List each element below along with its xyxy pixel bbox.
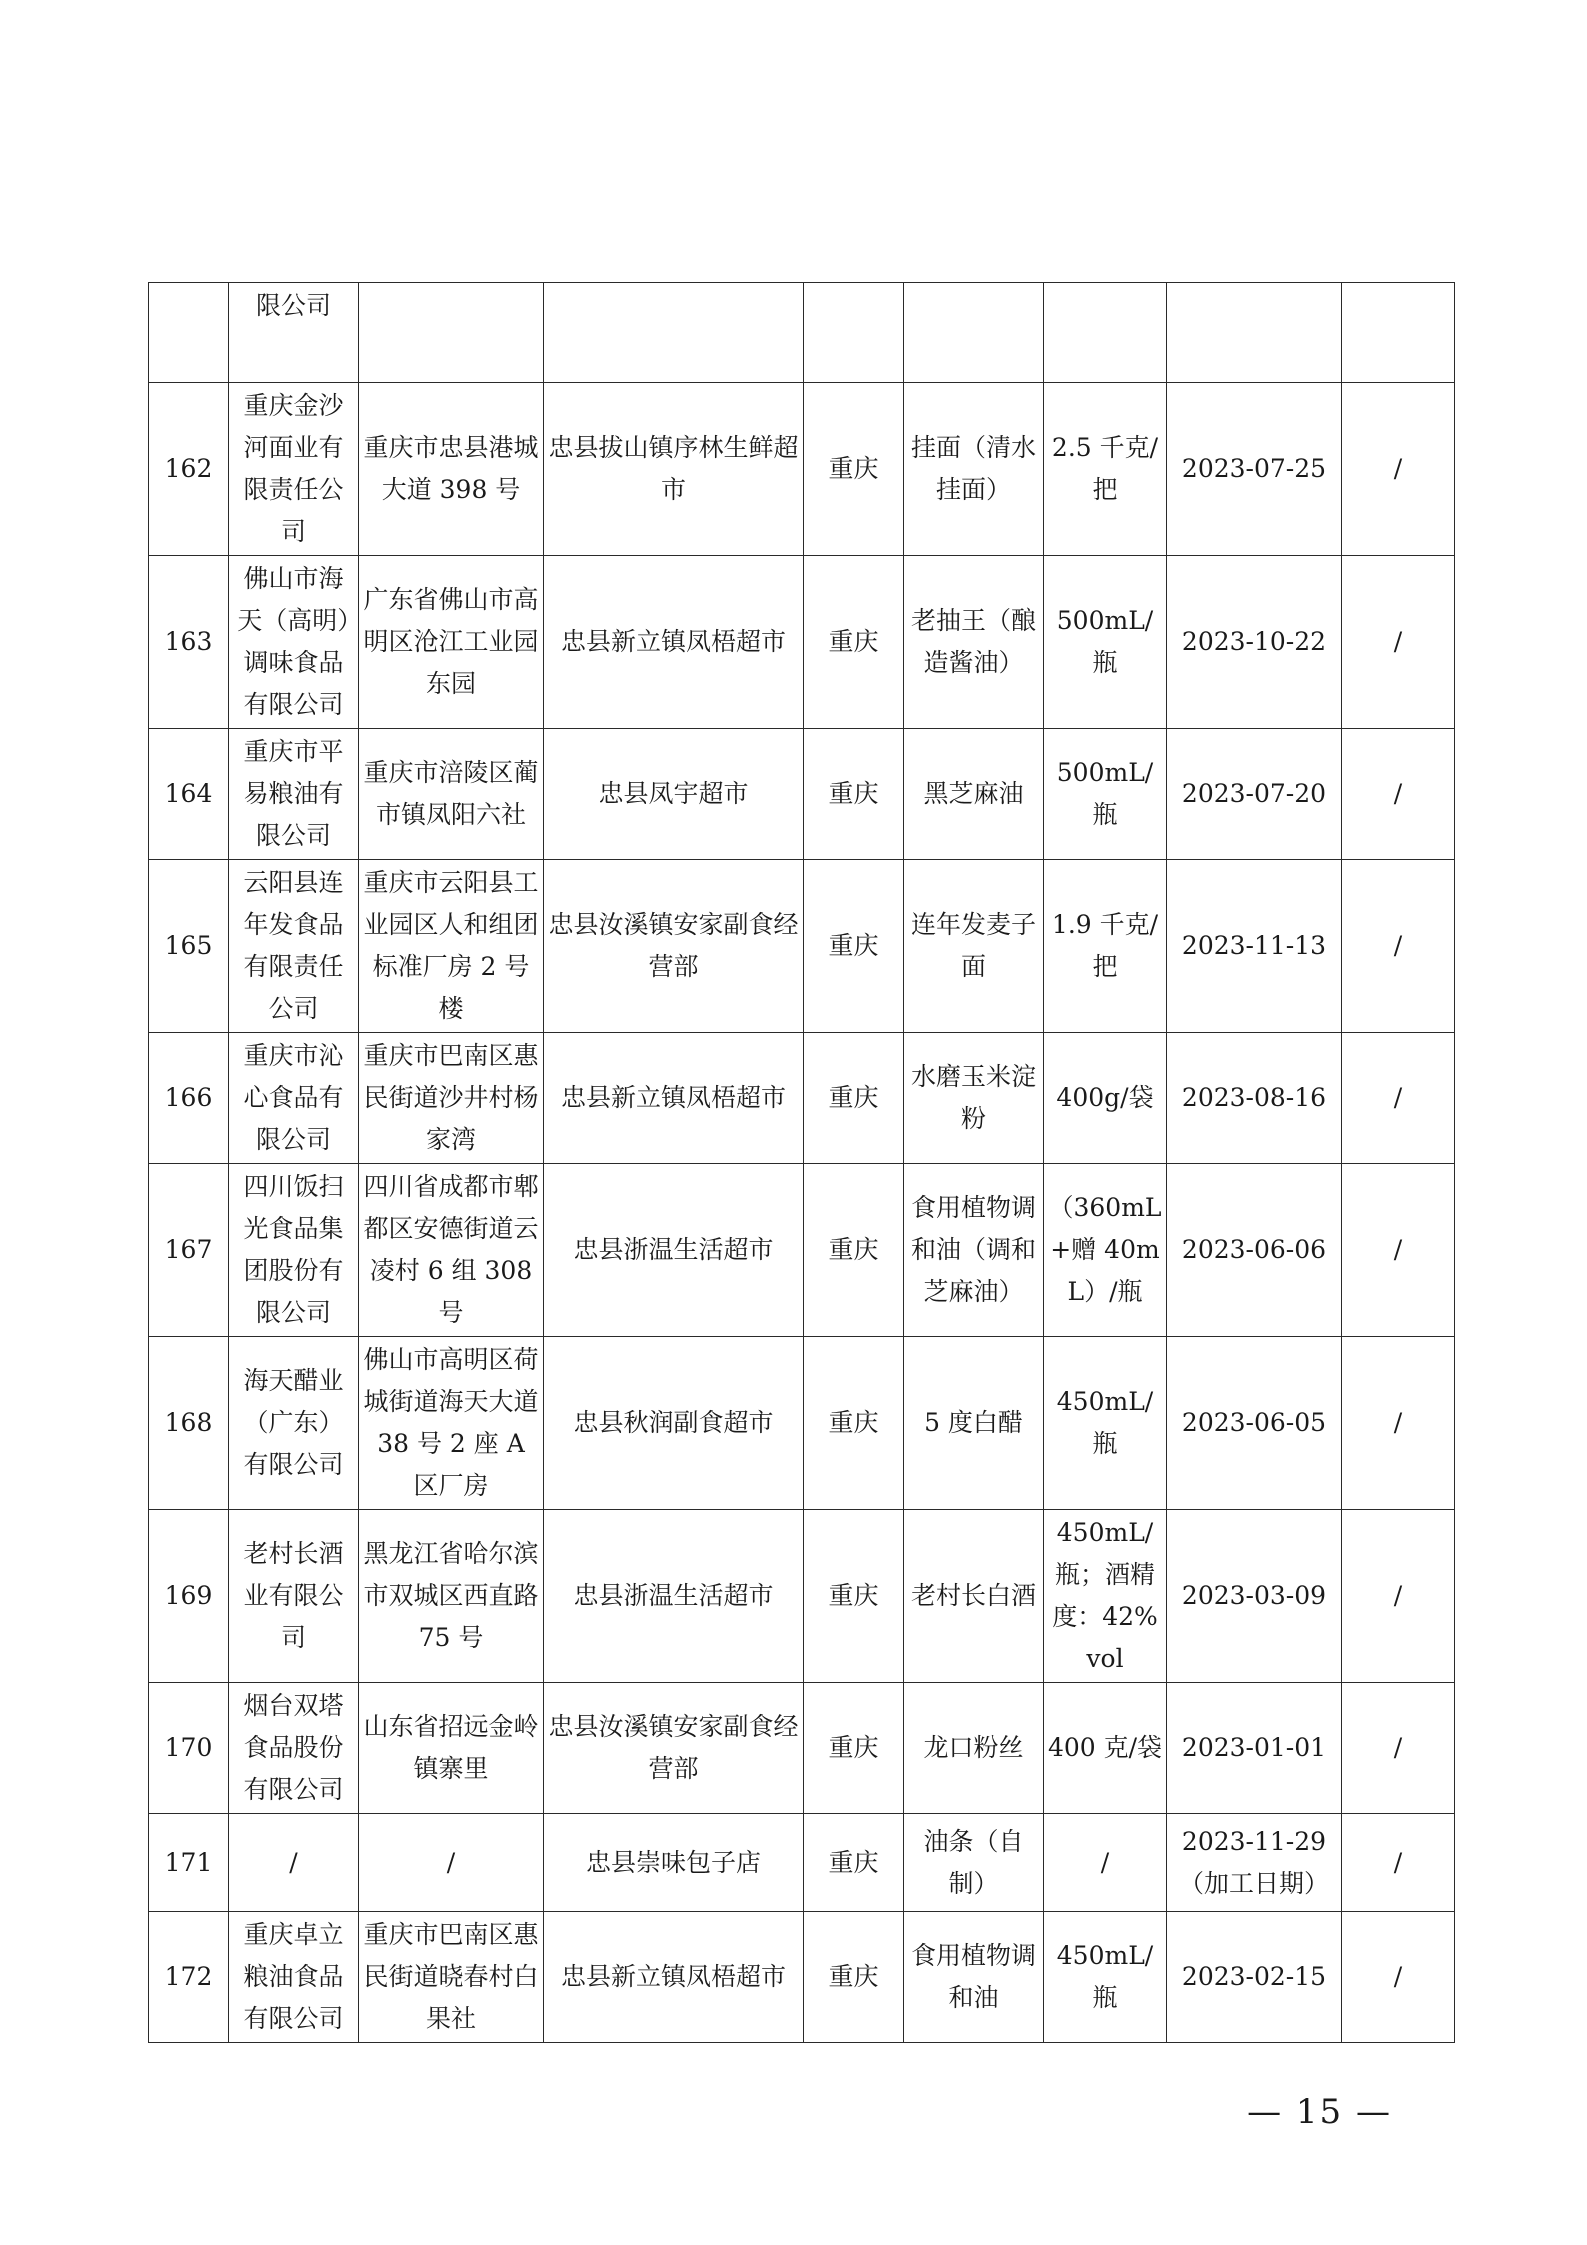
cell-date: 2023-01-01 bbox=[1167, 1683, 1342, 1814]
cell-seller: 忠县汝溪镇安家副食经营部 bbox=[544, 860, 804, 1033]
cell-region: 重庆 bbox=[804, 729, 904, 860]
table-row bbox=[149, 283, 1455, 383]
cell-seller: 忠县浙温生活超市 bbox=[544, 1164, 804, 1337]
cell-producer: 重庆市平易粮油有限公司 bbox=[229, 729, 359, 860]
cell-spec: 500mL/瓶 bbox=[1044, 729, 1167, 860]
table-row bbox=[149, 1912, 1455, 2043]
cell-remark: / bbox=[1342, 1683, 1455, 1814]
cell-no: 169 bbox=[149, 1510, 229, 1683]
cell-producer: 烟台双塔食品股份有限公司 bbox=[229, 1683, 359, 1814]
cell-remark: / bbox=[1342, 556, 1455, 729]
cell-spec: 1.9 千克/把 bbox=[1044, 860, 1167, 1033]
cell-address: 黑龙江省哈尔滨市双城区西直路 75 号 bbox=[359, 1510, 544, 1683]
cell-region: 重庆 bbox=[804, 1683, 904, 1814]
cell-seller: 忠县新立镇凤梧超市 bbox=[544, 556, 804, 729]
cell-date: 2023-07-25 bbox=[1167, 383, 1342, 556]
cell-no: 165 bbox=[149, 860, 229, 1033]
cell-address: 佛山市高明区荷城街道海天大道 38 号 2 座 A 区厂房 bbox=[359, 1337, 544, 1510]
cell-product: 老村长白酒 bbox=[904, 1510, 1044, 1683]
cell-address: 重庆市忠县港城大道 398 号 bbox=[359, 383, 544, 556]
cell-product: 食用植物调和油（调和芝麻油） bbox=[904, 1164, 1044, 1337]
cell-no: 171 bbox=[149, 1814, 229, 1912]
cell-spec: （360mL+赠 40mL）/瓶 bbox=[1044, 1164, 1167, 1337]
cell-date: 2023-11-13 bbox=[1167, 860, 1342, 1033]
cell-seller: 忠县拔山镇序林生鲜超市 bbox=[544, 383, 804, 556]
cell-remark bbox=[1342, 283, 1455, 383]
cell-spec: 450mL/瓶；酒精度：42%vol bbox=[1044, 1510, 1167, 1683]
cell-remark: / bbox=[1342, 729, 1455, 860]
cell-no: 170 bbox=[149, 1683, 229, 1814]
cell-remark: / bbox=[1342, 1814, 1455, 1912]
table-row bbox=[149, 1164, 1455, 1337]
cell-producer: 老村长酒业有限公司 bbox=[229, 1510, 359, 1683]
cell-producer: / bbox=[229, 1814, 359, 1912]
cell-address bbox=[359, 283, 544, 383]
cell-date: 2023-03-09 bbox=[1167, 1510, 1342, 1683]
cell-address: 四川省成都市郫都区安德街道云凌村 6 组 308 号 bbox=[359, 1164, 544, 1337]
cell-address: / bbox=[359, 1814, 544, 1912]
cell-product: 黑芝麻油 bbox=[904, 729, 1044, 860]
cell-region: 重庆 bbox=[804, 1164, 904, 1337]
cell-producer: 四川饭扫光食品集团股份有限公司 bbox=[229, 1164, 359, 1337]
cell-producer: 限公司 bbox=[229, 283, 359, 383]
cell-product: 水磨玉米淀粉 bbox=[904, 1033, 1044, 1164]
cell-no bbox=[149, 283, 229, 383]
cell-no: 167 bbox=[149, 1164, 229, 1337]
cell-no: 162 bbox=[149, 383, 229, 556]
cell-region: 重庆 bbox=[804, 383, 904, 556]
cell-address: 广东省佛山市高明区沧江工业园东园 bbox=[359, 556, 544, 729]
cell-product: 食用植物调和油 bbox=[904, 1912, 1044, 2043]
cell-spec: 400 克/袋 bbox=[1044, 1683, 1167, 1814]
cell-product: 连年发麦子面 bbox=[904, 860, 1044, 1033]
cell-address: 重庆市云阳县工业园区人和组团标准厂房 2 号楼 bbox=[359, 860, 544, 1033]
cell-producer: 重庆卓立粮油食品有限公司 bbox=[229, 1912, 359, 2043]
table-row bbox=[149, 1033, 1455, 1164]
cell-remark: / bbox=[1342, 1164, 1455, 1337]
cell-seller: 忠县崇味包子店 bbox=[544, 1814, 804, 1912]
cell-seller: 忠县汝溪镇安家副食经营部 bbox=[544, 1683, 804, 1814]
cell-spec: / bbox=[1044, 1814, 1167, 1912]
table-row bbox=[149, 556, 1455, 729]
cell-spec: 400g/袋 bbox=[1044, 1033, 1167, 1164]
cell-producer: 云阳县连年发食品有限责任公司 bbox=[229, 860, 359, 1033]
cell-date: 2023-02-15 bbox=[1167, 1912, 1342, 2043]
cell-product: 5 度白醋 bbox=[904, 1337, 1044, 1510]
table-row bbox=[149, 860, 1455, 1033]
table-row bbox=[149, 1814, 1455, 1912]
cell-date: 2023-10-22 bbox=[1167, 556, 1342, 729]
cell-product: 挂面（清水挂面） bbox=[904, 383, 1044, 556]
cell-remark: / bbox=[1342, 1510, 1455, 1683]
cell-address: 重庆市巴南区惠民街道晓春村白果社 bbox=[359, 1912, 544, 2043]
cell-region: 重庆 bbox=[804, 556, 904, 729]
cell-date: 2023-08-16 bbox=[1167, 1033, 1342, 1164]
page-number-text: — 15 — bbox=[1247, 2092, 1392, 2132]
cell-spec: 500mL/瓶 bbox=[1044, 556, 1167, 729]
cell-producer: 重庆金沙河面业有限责任公司 bbox=[229, 383, 359, 556]
cell-date bbox=[1167, 283, 1342, 383]
cell-region: 重庆 bbox=[804, 1912, 904, 2043]
cell-product: 老抽王（酿造酱油） bbox=[904, 556, 1044, 729]
cell-date: 2023-07-20 bbox=[1167, 729, 1342, 860]
cell-date: 2023-06-05 bbox=[1167, 1337, 1342, 1510]
cell-date: 2023-11-29（加工日期） bbox=[1167, 1814, 1342, 1912]
cell-spec: 450mL/瓶 bbox=[1044, 1912, 1167, 2043]
cell-no: 164 bbox=[149, 729, 229, 860]
cell-producer: 佛山市海天（高明）调味食品有限公司 bbox=[229, 556, 359, 729]
cell-no: 163 bbox=[149, 556, 229, 729]
cell-region: 重庆 bbox=[804, 860, 904, 1033]
cell-region: 重庆 bbox=[804, 1337, 904, 1510]
table-row bbox=[149, 729, 1455, 860]
cell-region: 重庆 bbox=[804, 1814, 904, 1912]
cell-region: 重庆 bbox=[804, 1510, 904, 1683]
cell-date: 2023-06-06 bbox=[1167, 1164, 1342, 1337]
cell-seller: 忠县秋润副食超市 bbox=[544, 1337, 804, 1510]
cell-seller: 忠县新立镇凤梧超市 bbox=[544, 1912, 804, 2043]
cell-spec: 2.5 千克/把 bbox=[1044, 383, 1167, 556]
page-number bbox=[0, 2092, 1587, 2132]
cell-address: 重庆市涪陵区蔺市镇凤阳六社 bbox=[359, 729, 544, 860]
cell-region: 重庆 bbox=[804, 1033, 904, 1164]
sampling-results-table bbox=[148, 282, 1455, 2043]
table-row bbox=[149, 383, 1455, 556]
cell-product: 油条（自制） bbox=[904, 1814, 1044, 1912]
cell-spec bbox=[1044, 283, 1167, 383]
cell-spec: 450mL/瓶 bbox=[1044, 1337, 1167, 1510]
cell-remark: / bbox=[1342, 860, 1455, 1033]
cell-remark: / bbox=[1342, 1337, 1455, 1510]
cell-no: 168 bbox=[149, 1337, 229, 1510]
cell-remark: / bbox=[1342, 1033, 1455, 1164]
cell-producer: 海天醋业（广东）有限公司 bbox=[229, 1337, 359, 1510]
cell-region bbox=[804, 283, 904, 383]
cell-seller bbox=[544, 283, 804, 383]
table-row bbox=[149, 1337, 1455, 1510]
cell-producer: 重庆市沁心食品有限公司 bbox=[229, 1033, 359, 1164]
cell-product bbox=[904, 283, 1044, 383]
cell-seller: 忠县浙温生活超市 bbox=[544, 1510, 804, 1683]
cell-no: 166 bbox=[149, 1033, 229, 1164]
cell-address: 重庆市巴南区惠民街道沙井村杨家湾 bbox=[359, 1033, 544, 1164]
cell-remark: / bbox=[1342, 383, 1455, 556]
cell-seller: 忠县新立镇凤梧超市 bbox=[544, 1033, 804, 1164]
cell-seller: 忠县凤宇超市 bbox=[544, 729, 804, 860]
cell-no: 172 bbox=[149, 1912, 229, 2043]
cell-address: 山东省招远金岭镇寨里 bbox=[359, 1683, 544, 1814]
table-row bbox=[149, 1683, 1455, 1814]
cell-remark: / bbox=[1342, 1912, 1455, 2043]
table-row bbox=[149, 1510, 1455, 1683]
cell-product: 龙口粉丝 bbox=[904, 1683, 1044, 1814]
